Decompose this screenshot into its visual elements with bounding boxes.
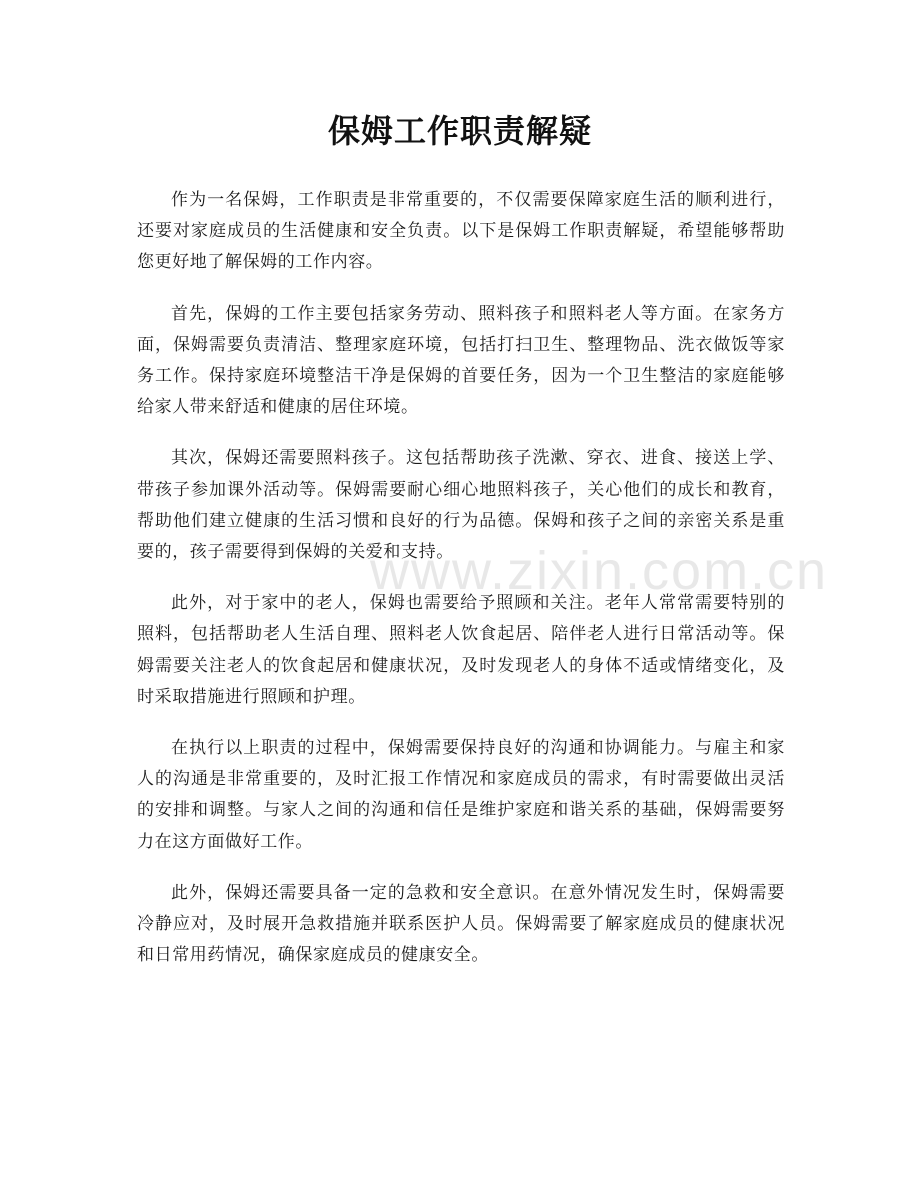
paragraph-childcare: 其次，保姆还需要照料孩子。这包括帮助孩子洗漱、穿衣、进食、接送上学、带孩子参加课外活动等。保姆需要耐心细心地照料孩子，关心他们的成长和教育，帮助他们建立健康的生活习惯和良好的行为品德。保姆和孩子之间的亲密关系是重要的，孩子需要得到保姆的关爱和支持。 — [137, 448, 785, 563]
paragraph-eldercare: 此外，对于家中的老人，保姆也需要给予照顾和关注。老年人常常需要特别的照料，包括帮助老人生活自理、照料老人饮食起居、陪伴老人进行日常活动等。保姆需要关注老人的饮食起居和健康状况，及时发现老人的身体不适或情绪变化，及时采取措施进行照顾和护理。 — [137, 593, 785, 707]
paragraph-communication: 在执行以上职责的过程中，保姆需要保持良好的沟通和协调能力。与雇主和家人的沟通是非常重要的，及时汇报工作情况和家庭成员的需求，有时需要做出灵活的安排和调整。与家人之间的沟通和信任是维护家庭和谐关系的基础，保姆需要努力在这方面做好工作。 — [137, 738, 785, 852]
paragraph-safety: 此外，保姆还需要具备一定的急救和安全意识。在意外情况发生时，保姆需要冷静应对，及时展开急救措施并联系医护人员。保姆需要了解家庭成员的健康状况和日常用药情况，确保家庭成员的健康安全。 — [137, 882, 785, 966]
document-body — [137, 185, 785, 991]
page-title: 保姆工作职责解疑 — [327, 112, 592, 150]
watermark-text: www.zixin.com.cn — [370, 541, 829, 601]
paragraph-housework: 首先，保姆的工作主要包括家务劳动、照料孩子和照料老人等方面。在家务方面，保姆需要负责清洁、整理家庭环境，包括打扫卫生、整理物品、洗衣做饭等家务工作。保持家庭环境整洁干净是保姆的首要任务，因为一个卫生整洁的家庭能够给家人带来舒适和健康的居住环境。 — [137, 303, 785, 418]
paragraph-intro: 作为一名保姆，工作职责是非常重要的，不仅需要保障家庭生活的顺利进行，还要对家庭成员的生活健康和安全负责。以下是保姆工作职责解疑，希望能够帮助您更好地了解保姆的工作内容。 — [137, 190, 785, 273]
